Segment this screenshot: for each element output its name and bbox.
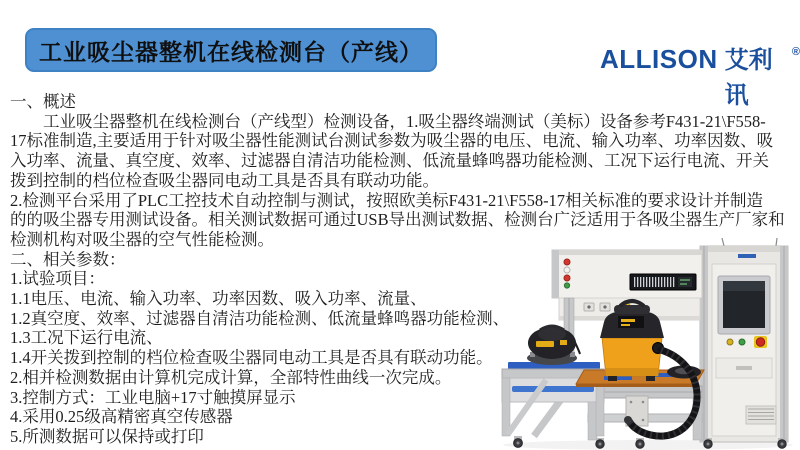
text-line: 1.试验项目： (10, 269, 105, 289)
page-title: 工业吸尘器整机在线检测台（产线） (39, 39, 423, 65)
text-line: 二、相关参数： (10, 249, 126, 269)
text-line: 3.控制方式：工业电脑+17寸触摸屏显示 (10, 387, 296, 407)
text-line: 2.检测平台采用了PLC工控技术自动控制与测试，按照欧美标F431-21\F558-17相关标准的要求设计并制造 (10, 190, 764, 210)
text-line: 拨到控制的档位检查吸尘器同电动工具是否具有联动功能。 (10, 170, 439, 190)
text-line: 检测机构对吸尘器的空气性能检测。 (10, 229, 274, 249)
text-line: 2.相并检测数据由计算机完成计算，全部特性曲线一次完成。 (10, 367, 452, 387)
text-line: 4.采用0.25级高精密真空传感器 (10, 407, 233, 427)
text-line: 1.1电压、电流、输入功率、功率因数、吸入功率、流量、 (10, 289, 427, 309)
body-text (10, 92, 798, 447)
title-banner (25, 28, 437, 72)
text-line: 5.所测数据可以保持或打印 (10, 426, 204, 446)
text-line: 入功率、流量、真空度、效率、过滤器自清洁功能检测、低流量蜂鸣器功能检测、工况下运行电流、开关 (10, 151, 769, 171)
text-line: 1.2真空度、效率、过滤器自清洁功能检测、低流量蜂鸣器功能检测、 (10, 308, 510, 328)
brand-logo-en: ALLISON (600, 44, 718, 74)
registered-mark-icon: ® (791, 46, 800, 58)
brand-logo-zh: 艾利讯 (724, 47, 773, 109)
text-line: 1.3工况下运行电流、 (10, 328, 163, 348)
text-line: 的的吸尘器专用测试设备。相关测试数据可通过USB导出测试数据、检测台广泛适用于各吸尘器生产厂家和 (10, 210, 785, 230)
text-line: 1.4开关拨到控制的档位检查吸尘器同电动工具是否具有联动功能。 (10, 348, 493, 368)
text-line: 一、概述 (10, 92, 76, 111)
text-line: 工业吸尘器整机在线检测台（产线型）检测设备，1.吸尘器终端测试（美标）设备参考F431-21\F558- (10, 111, 766, 131)
text-line: 17标准制造,主要适用于针对吸尘器性能测试台测试参数为吸尘器的电压、电流、输入功率、功率因数、吸 (10, 131, 774, 151)
